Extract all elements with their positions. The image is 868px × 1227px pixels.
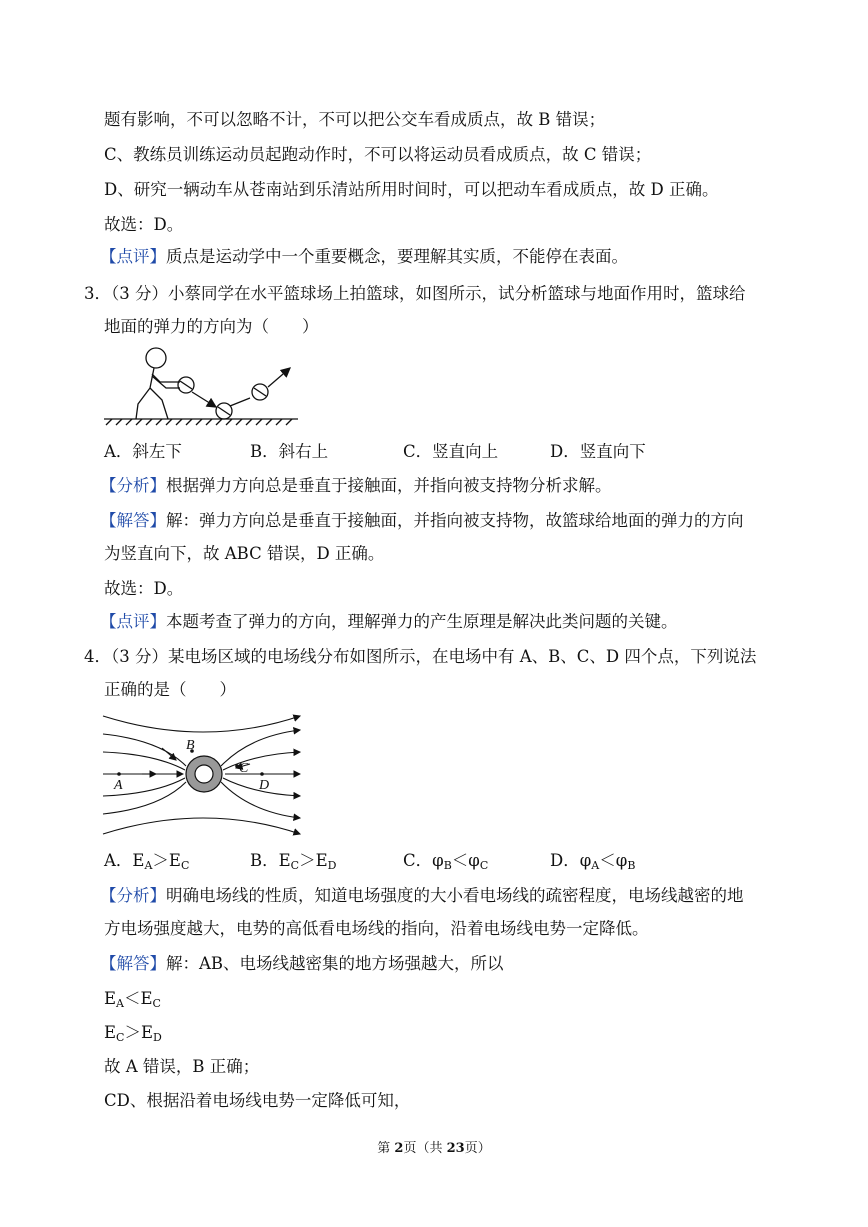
analysis-text: 明确电场线的性质，知道电场强度的大小看电场线的疏密程度，电场线越密的地 bbox=[166, 886, 744, 905]
comment-text: 质点是运动学中一个重要概念，要理解其实质，不能停在表面。 bbox=[166, 247, 628, 266]
point-a-label: A bbox=[114, 778, 123, 793]
option-c: C．竖直向上 bbox=[403, 442, 499, 461]
question-3-stem-cont: 地面的弹力的方向为（ ） bbox=[104, 317, 319, 336]
analysis-line bbox=[100, 475, 612, 497]
option-a: A．斜左下 bbox=[104, 442, 182, 461]
comment-line bbox=[100, 246, 628, 268]
question-4-stem bbox=[84, 646, 756, 668]
question-number: 4． bbox=[84, 647, 111, 666]
analysis-tag: 【分析】 bbox=[100, 886, 166, 905]
answer-text: 解：弹力方向总是垂直于接触面，并指向被支持物，故篮球给地面的弹力的方向 bbox=[166, 511, 744, 530]
page-total: 23 bbox=[446, 1141, 465, 1156]
electric-field-figure bbox=[100, 710, 305, 838]
text-line: 故选：D。 bbox=[104, 215, 184, 234]
comment-tag: 【点评】 bbox=[100, 612, 166, 631]
option-d: D．竖直向下 bbox=[550, 442, 646, 461]
text-line: C、教练员训练运动员起跑动作时，不可以将运动员看成质点，故 C 错误； bbox=[104, 145, 652, 164]
equation-line: $E_C>E_D$ bbox=[104, 1023, 162, 1044]
analysis-line-cont: 方电场强度越大，电势的高低看电场线的指向，沿着电场线电势一定降低。 bbox=[104, 919, 649, 938]
comment-line bbox=[100, 611, 678, 633]
answer-tag: 【解答】 bbox=[100, 954, 166, 973]
text-line: 题有影响，不可以忽略不计，不可以把公交车看成质点，故 B 错误； bbox=[104, 110, 606, 129]
answer-text: 解：AB、电场线越密集的地方场强越大，所以 bbox=[166, 954, 504, 973]
comment-text: 本题考查了弹力的方向，理解弹力的产生原理是解决此类问题的关键。 bbox=[166, 612, 678, 631]
point-c-label: C bbox=[239, 761, 249, 776]
question-stem-text: （3 分）小蔡同学在水平篮球场上拍篮球，如图所示，试分析篮球与地面作用时，篮球给 bbox=[111, 284, 746, 303]
answer-tag: 【解答】 bbox=[100, 511, 166, 530]
question-number: 3． bbox=[84, 284, 111, 303]
comment-tag: 【点评】 bbox=[100, 247, 166, 266]
equation-line: $E_A<E_C$ bbox=[104, 989, 161, 1010]
analysis-line bbox=[100, 885, 744, 907]
option-a: A．$E_A>E_C$ bbox=[104, 851, 190, 872]
question-3-stem bbox=[84, 283, 746, 305]
basketball-figure bbox=[100, 342, 305, 426]
page-number: 2 bbox=[394, 1141, 404, 1156]
option-d: D．$\varphi_A<\varphi_B$ bbox=[550, 851, 636, 872]
analysis-text: 根据弹力方向总是垂直于接触面，并指向被支持物分析求解。 bbox=[166, 476, 612, 495]
option-b: B．$E_C>E_D$ bbox=[250, 851, 337, 872]
answer-line bbox=[100, 953, 504, 975]
choice-line: 故选：D。 bbox=[104, 579, 184, 598]
question-stem-text: （3 分）某电场区域的电场线分布如图所示，在电场中有 A、B、C、D 四个点，下列说法 bbox=[111, 647, 757, 666]
answer-line-cont: 为竖直向下，故 ABC 错误，D 正确。 bbox=[104, 544, 385, 563]
text-line: D、研究一辆动车从苍南站到乐清站所用时间时，可以把动车看成质点，故 D 正确。 bbox=[104, 180, 719, 199]
page-footer: 第 2页（共 23页） bbox=[377, 1141, 491, 1156]
answer-line bbox=[100, 510, 744, 532]
point-d-label: D bbox=[259, 778, 270, 793]
answer-line-cont: 故 A 错误，B 正确； bbox=[104, 1057, 260, 1076]
option-c: C．$\varphi_B<\varphi_C$ bbox=[403, 851, 489, 872]
analysis-tag: 【分析】 bbox=[100, 476, 166, 495]
point-b-label: B bbox=[186, 738, 195, 753]
option-b: B．斜右上 bbox=[250, 442, 329, 461]
answer-line-cont: CD、根据沿着电场线电势一定降低可知， bbox=[104, 1091, 411, 1110]
question-4-stem-cont: 正确的是（ ） bbox=[104, 680, 236, 699]
